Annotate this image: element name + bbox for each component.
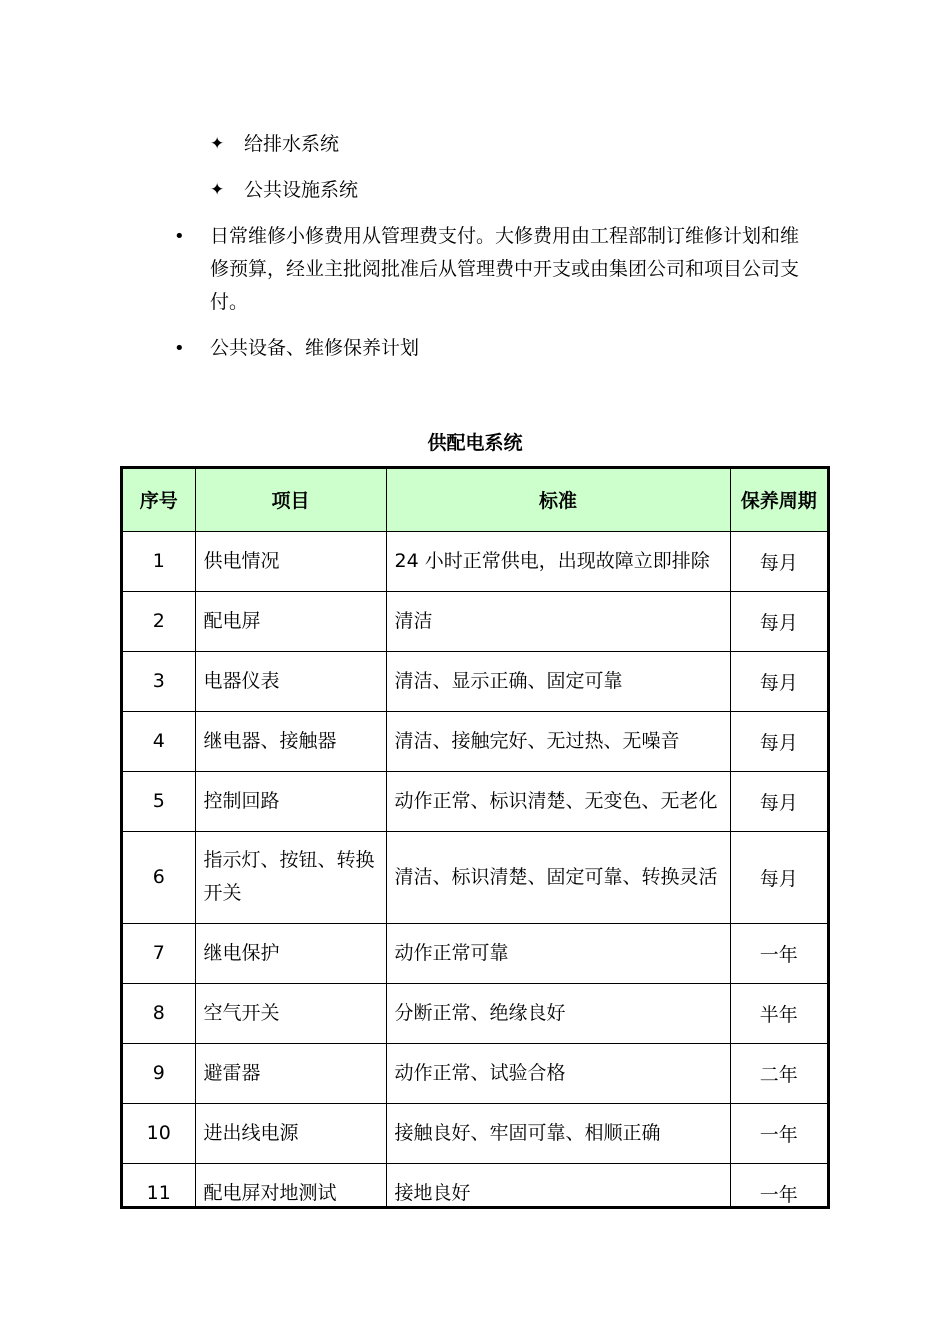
cell-index: 7 [123, 923, 195, 983]
header-cell-standard: 标准 [386, 469, 730, 531]
header-cell-item: 项目 [195, 469, 386, 531]
star-bullet-icon: ✦ [210, 134, 225, 154]
cell-standard: 清洁、显示正确、固定可靠 [386, 651, 730, 711]
table-row [123, 831, 827, 923]
cell-index: 4 [123, 711, 195, 771]
cell-cycle: 每月 [730, 711, 827, 771]
cell-standard: 清洁 [386, 591, 730, 651]
cell-cycle: 每月 [730, 531, 827, 591]
cell-cycle: 一年 [730, 1163, 827, 1209]
cell-cycle: 二年 [730, 1043, 827, 1103]
cell-standard: 清洁、接触完好、无过热、无噪音 [386, 711, 730, 771]
table-row [123, 983, 827, 1043]
bullet-text: 公共设备、维修保养计划 [210, 337, 420, 359]
table-row [123, 711, 827, 771]
cell-standard: 接触良好、牢固可靠、相顺正确 [386, 1103, 730, 1163]
bullet-item [174, 332, 814, 365]
cell-index: 1 [123, 531, 195, 591]
cell-standard: 分断正常、绝缘良好 [386, 983, 730, 1043]
cell-item: 空气开关 [195, 983, 386, 1043]
table-row [123, 771, 827, 831]
sub-bullet-text: 给排水系统 [244, 133, 340, 155]
cell-item: 供电情况 [195, 531, 386, 591]
cell-standard: 24 小时正常供电，出现故障立即排除 [386, 531, 730, 591]
star-bullet-icon: ✦ [210, 180, 225, 200]
bullet-item [174, 220, 814, 319]
table-row [123, 591, 827, 651]
cell-standard: 清洁、标识清楚、固定可靠、转换灵活 [386, 831, 730, 923]
cell-index: 11 [123, 1163, 195, 1209]
sub-bullet-item [210, 131, 339, 157]
table-row [123, 1043, 827, 1103]
cell-standard: 动作正常、标识清楚、无变色、无老化 [386, 771, 730, 831]
header-cell-cycle: 保养周期 [730, 469, 827, 531]
cell-item: 继电保护 [195, 923, 386, 983]
cell-standard: 动作正常、试验合格 [386, 1043, 730, 1103]
cell-index: 8 [123, 983, 195, 1043]
header-cell-index: 序号 [123, 469, 195, 531]
cell-item: 进出线电源 [195, 1103, 386, 1163]
cell-index: 6 [123, 831, 195, 923]
table-row [123, 923, 827, 983]
cell-item: 电器仪表 [195, 651, 386, 711]
cell-cycle: 一年 [730, 923, 827, 983]
dot-bullet-icon: • [174, 338, 185, 359]
cell-standard: 接地良好 [386, 1163, 730, 1209]
cell-cycle: 每月 [730, 591, 827, 651]
cell-cycle: 每月 [730, 651, 827, 711]
table-row [123, 531, 827, 591]
table-header-row [123, 469, 827, 531]
cell-item: 配电屏 [195, 591, 386, 651]
cell-item: 继电器、接触器 [195, 711, 386, 771]
sub-bullet-item [210, 177, 358, 203]
cell-cycle: 每月 [730, 771, 827, 831]
cell-index: 10 [123, 1103, 195, 1163]
cell-item: 配电屏对地测试 [195, 1163, 386, 1209]
maintenance-table [123, 469, 827, 1209]
table-row [123, 1163, 827, 1209]
cell-standard: 动作正常可靠 [386, 923, 730, 983]
cell-cycle: 每月 [730, 831, 827, 923]
table-row [123, 651, 827, 711]
cell-cycle: 一年 [730, 1103, 827, 1163]
cell-item: 避雷器 [195, 1043, 386, 1103]
cell-index: 5 [123, 771, 195, 831]
sub-bullet-text: 公共设施系统 [244, 179, 359, 201]
table-row [123, 1103, 827, 1163]
maintenance-table-frame [120, 466, 830, 1209]
table-title: 供配电系统 [427, 432, 523, 454]
cell-index: 9 [123, 1043, 195, 1103]
cell-item: 指示灯、按钮、转换开关 [195, 831, 386, 923]
cell-cycle: 半年 [730, 983, 827, 1043]
dot-bullet-icon: • [174, 226, 185, 247]
cell-item: 控制回路 [195, 771, 386, 831]
bullet-text: 日常维修小修费用从管理费支付。大修费用由工程部制订维修计划和维修预算，经业主批阅批准后从管理费中开支或由集团公司和项目公司支付。 [210, 225, 800, 313]
cell-index: 2 [123, 591, 195, 651]
cell-index: 3 [123, 651, 195, 711]
